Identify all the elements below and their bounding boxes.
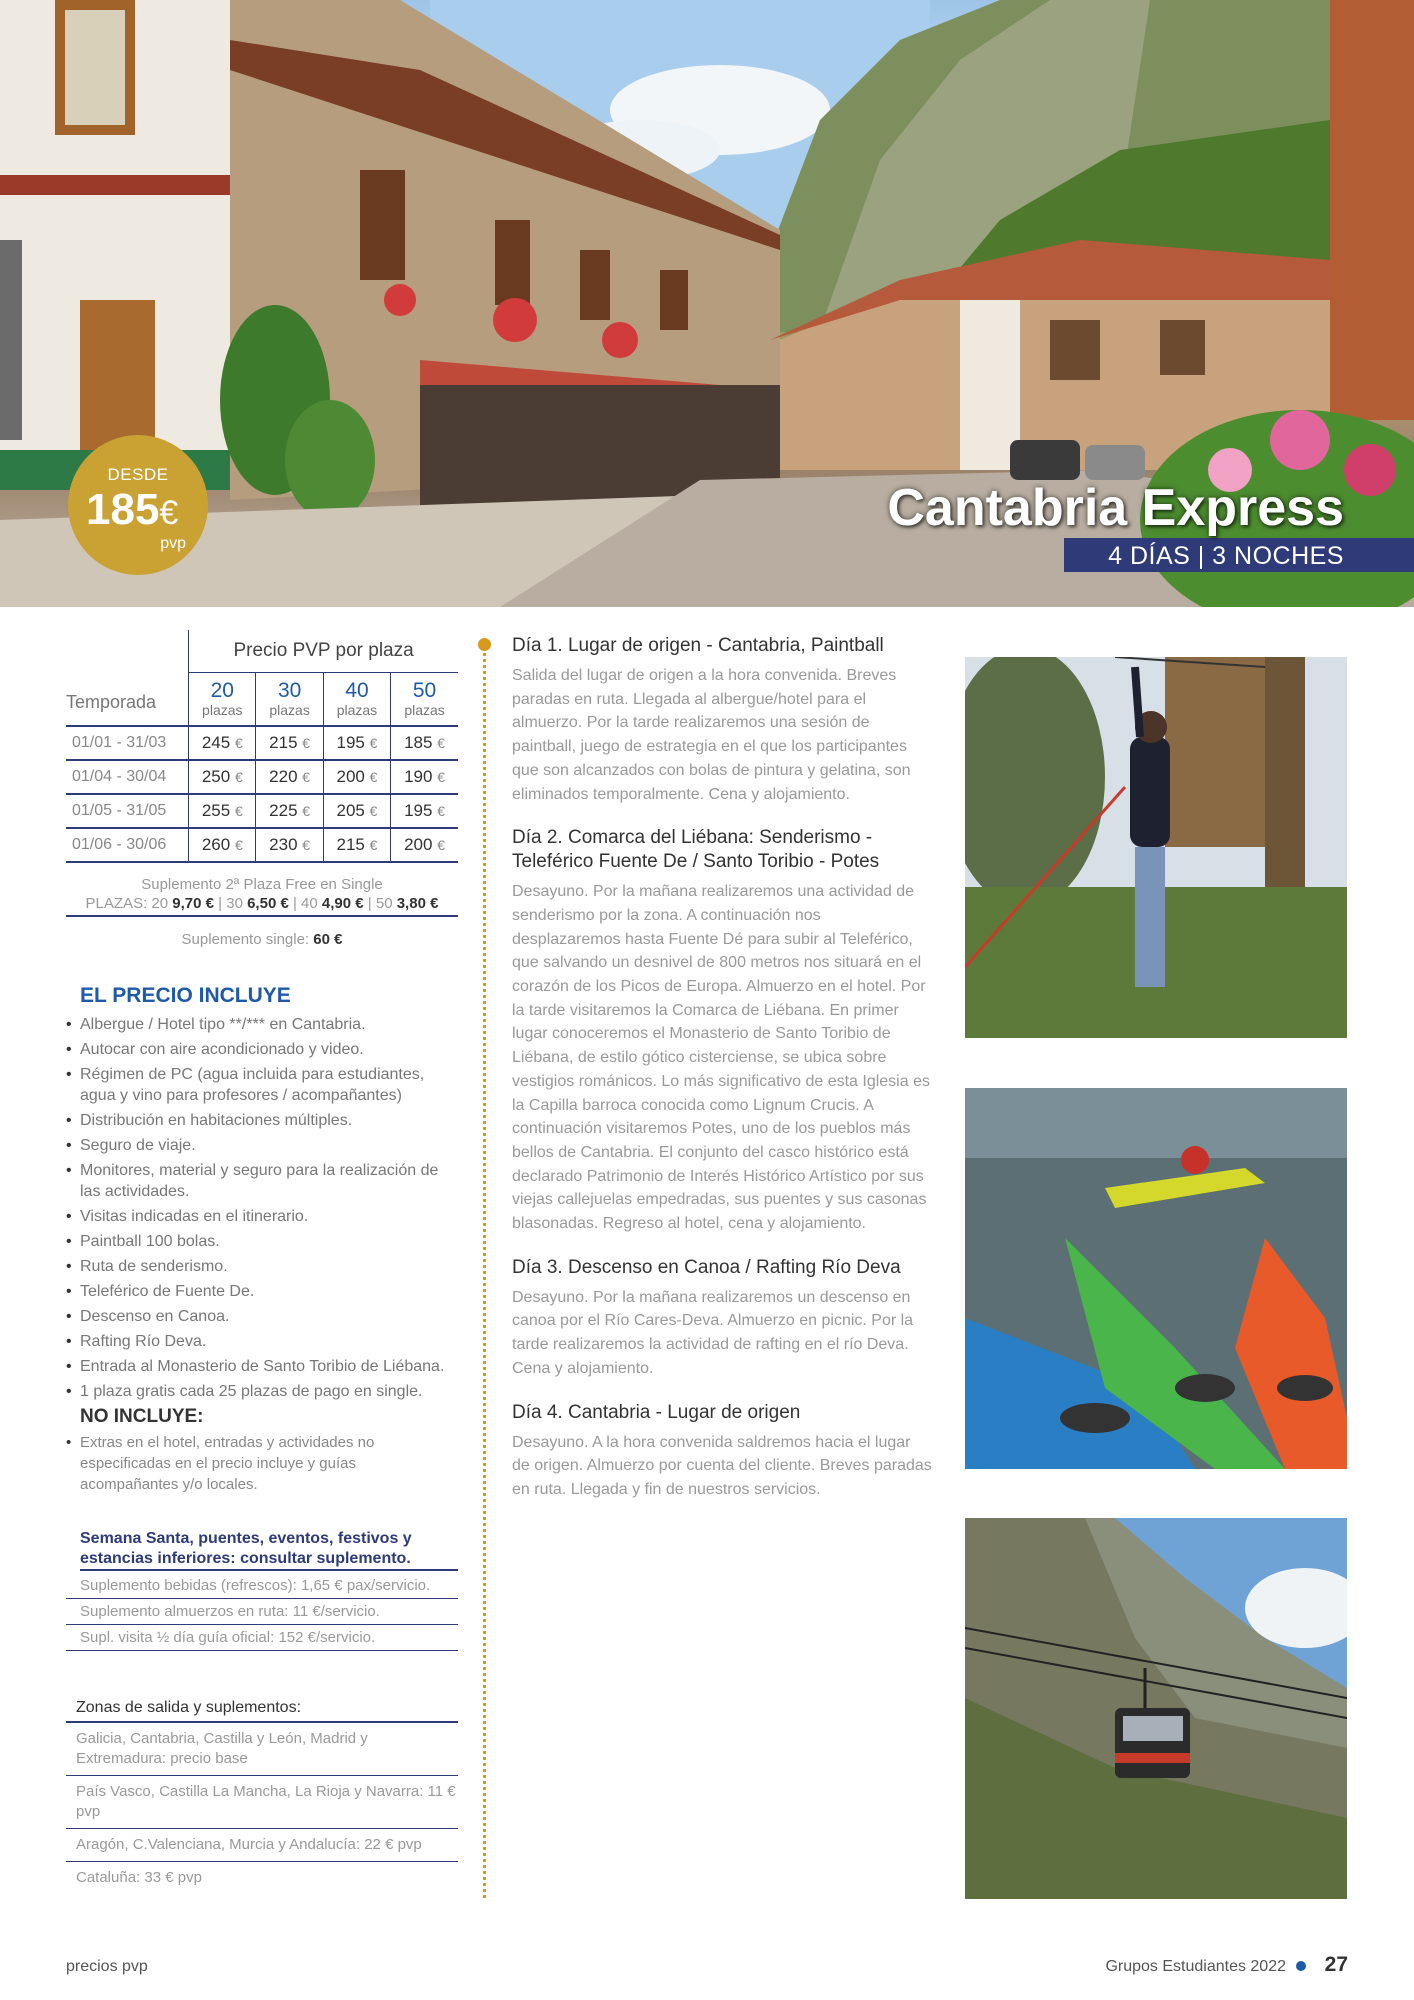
supplement-free-title: Suplemento 2ª Plaza Free en Single xyxy=(141,876,383,893)
price-table xyxy=(66,630,458,863)
footer-prices-note: precios pvp xyxy=(66,1958,148,1975)
footer-catalog-name: Grupos Estudiantes 2022 xyxy=(1105,1958,1314,1976)
supplement-free-block xyxy=(66,875,458,917)
photo-cable-car xyxy=(965,1518,1347,1899)
extra-supplements-list xyxy=(66,1573,458,1651)
list-item: Galicia, Cantabria, Castilla y León, Madrid y Extremadura: precio base xyxy=(66,1723,458,1776)
list-item: • Ruta de senderismo. xyxy=(66,1256,458,1277)
list-item: • Autocar con aire acondicionado y video. xyxy=(66,1039,458,1060)
left-column xyxy=(66,630,458,1894)
photo-canoes xyxy=(965,1088,1347,1469)
day-text: Salida del lugar de origen a la hora convenida. Breves paradas en ruta. Llegada al albergue/hotel para el almuerzo. Por la tarde realizaremos una sesión de paintball, juego de estrategia en el que los participantes que son alcanzados con bolas de pintura y gelatina, son eliminados temporalmente. Cena y alojamiento. xyxy=(512,667,911,803)
list-item: • Descenso en Canoa. xyxy=(66,1306,458,1327)
list-item: • 1 plaza gratis cada 25 plazas de pago en single. xyxy=(66,1381,458,1402)
list-item: • Teleférico de Fuente De. xyxy=(66,1281,458,1302)
day-text: Desayuno. A la hora convenida saldremos hacia el lugar de origen. Almuerzo por cuenta del cliente. Breves paradas en ruta. Llegada y fin de nuestros servicios. xyxy=(512,1433,932,1498)
badge-desde-label: DESDE xyxy=(107,465,169,484)
column-40-plazas: 40 plazas xyxy=(323,672,390,726)
column-20-plazas: 20 plazas xyxy=(189,672,256,726)
dotted-divider xyxy=(483,648,486,1898)
price-badge xyxy=(68,435,208,575)
day-title: Día 3. Descenso en Canoa / Rafting Río Deva xyxy=(512,1256,901,1278)
day-4 xyxy=(512,1401,932,1502)
list-item: • Monitores, material y seguro para la realización de las actividades. xyxy=(66,1160,458,1202)
zones-title: Zonas de salida y suplementos: xyxy=(66,1699,458,1723)
list-item: Supl. visita ½ día guía oficial: 152 €/servicio. xyxy=(66,1625,458,1651)
zones-list xyxy=(66,1723,458,1894)
list-item: Cataluña: 33 € pvp xyxy=(76,1869,202,1886)
itinerary xyxy=(512,634,932,1522)
not-included-title: NO INCLUYE: xyxy=(80,1406,204,1427)
season-label: Temporada xyxy=(66,692,157,712)
list-item: • Seguro de viaje. xyxy=(66,1135,458,1156)
duration-subtitle: 4 DÍAS | 3 NOCHES xyxy=(1108,542,1344,570)
list-item: • Entrada al Monasterio de Santo Toribio de Liébana. xyxy=(66,1356,458,1377)
table-row: 01/05 - 31/05 255 € 225 € 205 € 195 € xyxy=(66,794,458,828)
hero-image xyxy=(0,0,1414,607)
list-item: • Visitas indicadas en el itinerario. xyxy=(66,1206,458,1227)
column-30-plazas: 30 plazas xyxy=(256,672,323,726)
day-title: Día 2. Comarca del Liébana: Senderismo - Teleférico Fuente De / Santo Toribio - Potes xyxy=(512,827,880,873)
table-row: 01/04 - 30/04 250 € 220 € 200 € 190 € xyxy=(66,760,458,794)
day-text: Desayuno. Por la mañana realizaremos un descenso en canoa por el Río Cares-Deva. Almuerzo en picnic. Por la tarde realizaremos la actividad de rafting en el río Deva. Cena y alojamiento. xyxy=(512,1288,914,1377)
day-1 xyxy=(512,634,932,806)
list-item: Suplemento almuerzos en ruta: 11 €/servicio. xyxy=(66,1599,458,1625)
day-title: Día 1. Lugar de origen - Cantabria, Paintball xyxy=(512,635,884,656)
column-50-plazas: 50 plazas xyxy=(391,672,458,726)
list-item: • Régimen de PC (agua incluida para estudiantes, agua y vino para profesores / acompañantes) xyxy=(66,1064,458,1106)
day-2 xyxy=(512,826,932,1236)
list-item: País Vasco, Castilla La Mancha, La Rioja y Navarra: 11 € pvp xyxy=(66,1776,458,1829)
supplement-single: Suplemento single: 60 € xyxy=(181,931,343,948)
badge-amount: 185€ xyxy=(86,485,179,534)
badge-pvp-label: pvp xyxy=(160,535,186,552)
list-item: Aragón, C.Valenciana, Murcia y Andalucía: 22 € pvp xyxy=(66,1829,458,1862)
price-table-header: Precio PVP por plaza xyxy=(189,630,458,672)
list-item: • Rafting Río Deva. xyxy=(66,1331,458,1352)
table-row: 01/01 - 31/03 245 € 215 € 195 € 185 € xyxy=(66,726,458,760)
page-title: Cantabria Express xyxy=(887,479,1344,537)
day-title: Día 4. Cantabria - Lugar de origen xyxy=(512,1401,801,1423)
not-included-text: • Extras en el hotel, entradas y actividades no especificadas en el precio incluye y guías acompañantes y/o locales. xyxy=(66,1432,458,1495)
day-text: Desayuno. Por la mañana realizaremos una actividad de senderismo por la zona. A continuación nos desplazaremos hasta Fuente Dé para subir al Teleférico, que salvando un desnivel de 800 metros nos situará en el corazón de los Picos de Europa. Almuerzo en el hotel. Por la tarde visitaremos la Comarca de Liébana. En primer lugar conoceremos el Monasterio de Santo Toribio de Liébana, de estilo gótico cisterciense, se ubica sobre vestigios románicos. Lo más significativo de esta Iglesia es la Capilla barroca conocida como Lignum Crucis. A continuación visitaremos Potes, uno de los pueblos más bellos de Cantabria. El conjunto del casco histórico está declarado Patrimonio de Interés Histórico Artístico por sus viejas callejuelas empedradas, sus puentes y sus casonas blasonadas. Regreso al hotel, cena y alojamiento. xyxy=(512,883,930,1233)
list-item: Suplemento bebidas (refrescos): 1,65 € pax/servicio. xyxy=(66,1573,458,1599)
list-item: • Distribución en habitaciones múltiples. xyxy=(66,1110,458,1131)
supplement-free-prices: PLAZAS: 20 9,70 € | 30 6,50 € | 40 4,90 € | 50 3,80 € xyxy=(66,894,458,917)
footer-dot-icon xyxy=(1296,1961,1306,1971)
day-3 xyxy=(512,1256,932,1381)
includes-title: EL PRECIO INCLUYE xyxy=(80,984,291,1007)
photo-zipline xyxy=(965,657,1347,1038)
page-number: 27 xyxy=(1324,1953,1348,1976)
table-row: 01/06 - 30/06 260 € 230 € 215 € 200 € xyxy=(66,828,458,862)
list-item: • Paintball 100 bolas. xyxy=(66,1231,458,1252)
supplement-notice: Semana Santa, puentes, eventos, festivos y estancias inferiores: consultar suplemento. xyxy=(80,1529,458,1571)
includes-list xyxy=(66,1014,458,1402)
list-item: • Albergue / Hotel tipo **/*** en Cantabria. xyxy=(66,1014,458,1035)
